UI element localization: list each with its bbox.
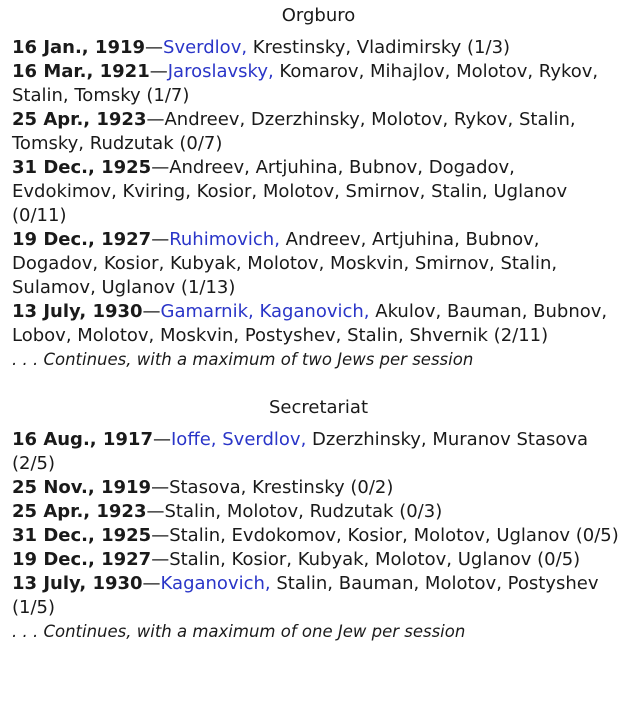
entry-dash: — [151,477,170,498]
entry-names: Stalin, Kosior, Kubyak, Molotov, Uglanov (0/5) [169,549,581,570]
section-title: Secretariat [268,397,369,418]
entry-list [12,428,625,620]
entry-highlighted-names: Sverdlov, [163,37,248,58]
entry-names: Dzerzhinsky, Muranov Stasova (2/5) [12,429,589,474]
entry [12,228,625,300]
entry-date: 19 Dec., 1927 [12,549,152,570]
orgburo-section [12,4,625,372]
continuation-note: . . . Continues, with a maximum of two Jews per session [12,350,474,369]
entry [12,60,625,108]
entry-names: Andreev, Dzerzhinsky, Molotov, Rykov, Stalin, Tomsky, Rudzutak (0/7) [12,109,576,154]
entry-dash: — [142,573,161,594]
continuation-note: . . . Continues, with a maximum of one Jew per session [12,622,466,641]
entry-date: 31 Dec., 1925 [12,157,152,178]
entry [12,300,625,348]
entry-names: Stalin, Evdokomov, Kosior, Molotov, Uglanov (0/5) [169,525,619,546]
section-title: Orgburo [281,5,356,26]
entry-dash: — [151,229,170,250]
entry-dash: — [146,501,165,522]
entry-highlighted-names: Jaroslavsky, [167,61,274,82]
entry [12,476,625,500]
entry-date: 16 Jan., 1919 [12,37,146,58]
entry-dash: — [151,157,170,178]
entry [12,108,625,156]
entry-names: Akulov, Bauman, Bubnov, Lobov, Molotov, Moskvin, Postyshev, Stalin, Shvernik (2/11) [12,301,608,346]
entry-names: Stalin, Molotov, Rudzutak (0/3) [164,501,443,522]
entry-names: Krestinsky, Vladimirsky (1/3) [247,37,511,58]
entry [12,156,625,228]
entry-date: 25 Nov., 1919 [12,477,152,498]
entry-date: 13 July, 1930 [12,573,143,594]
entry-highlighted-names: Ioffe, Sverdlov, [171,429,307,450]
secretariat-section [12,396,625,644]
entry [12,428,625,476]
entry-names: Komarov, Mihajlov, Molotov, Rykov, Stalin, Tomsky (1/7) [12,61,599,106]
entry [12,548,625,572]
entry [12,524,625,548]
entry-dash: — [145,37,164,58]
entry-highlighted-names: Gamarnik, Kaganovich, [160,301,370,322]
entry-names: Andreev, Artjuhina, Bubnov, Dogadov, Kosior, Kubyak, Molotov, Moskvin, Smirnov, Stalin, Sulamov, Uglanov (1/13) [12,229,558,298]
entry-names: Stalin, Bauman, Molotov, Postyshev (1/5) [12,573,599,618]
entry-date: 31 Dec., 1925 [12,525,152,546]
entry-date: 25 Apr., 1923 [12,501,147,522]
entry-highlighted-names: Ruhimovich, [169,229,280,250]
entry-highlighted-names: Kaganovich, [160,573,271,594]
entry-list [12,36,625,348]
entry-dash: — [153,429,171,450]
entry-names: Stasova, Krestinsky (0/2) [169,477,394,498]
entry-dash: — [142,301,161,322]
entry-dash: — [151,549,170,570]
entry-date: 19 Dec., 1927 [12,229,152,250]
entry-date: 25 Apr., 1923 [12,109,147,130]
entry-date: 16 Mar., 1921 [12,61,150,82]
entry-dash: — [146,109,165,130]
entry-date: 13 July, 1930 [12,301,143,322]
entry [12,36,625,60]
entry-names: Andreev, Artjuhina, Bubnov, Dogadov, Evdokimov, Kviring, Kosior, Molotov, Smirnov, Stalin, Uglanov (0/11) [12,157,568,226]
entry-date: 16 Aug., 1917 [12,429,153,450]
entry-dash: — [151,525,170,546]
entry-dash: — [149,61,168,82]
entry [12,500,625,524]
entry [12,572,625,620]
